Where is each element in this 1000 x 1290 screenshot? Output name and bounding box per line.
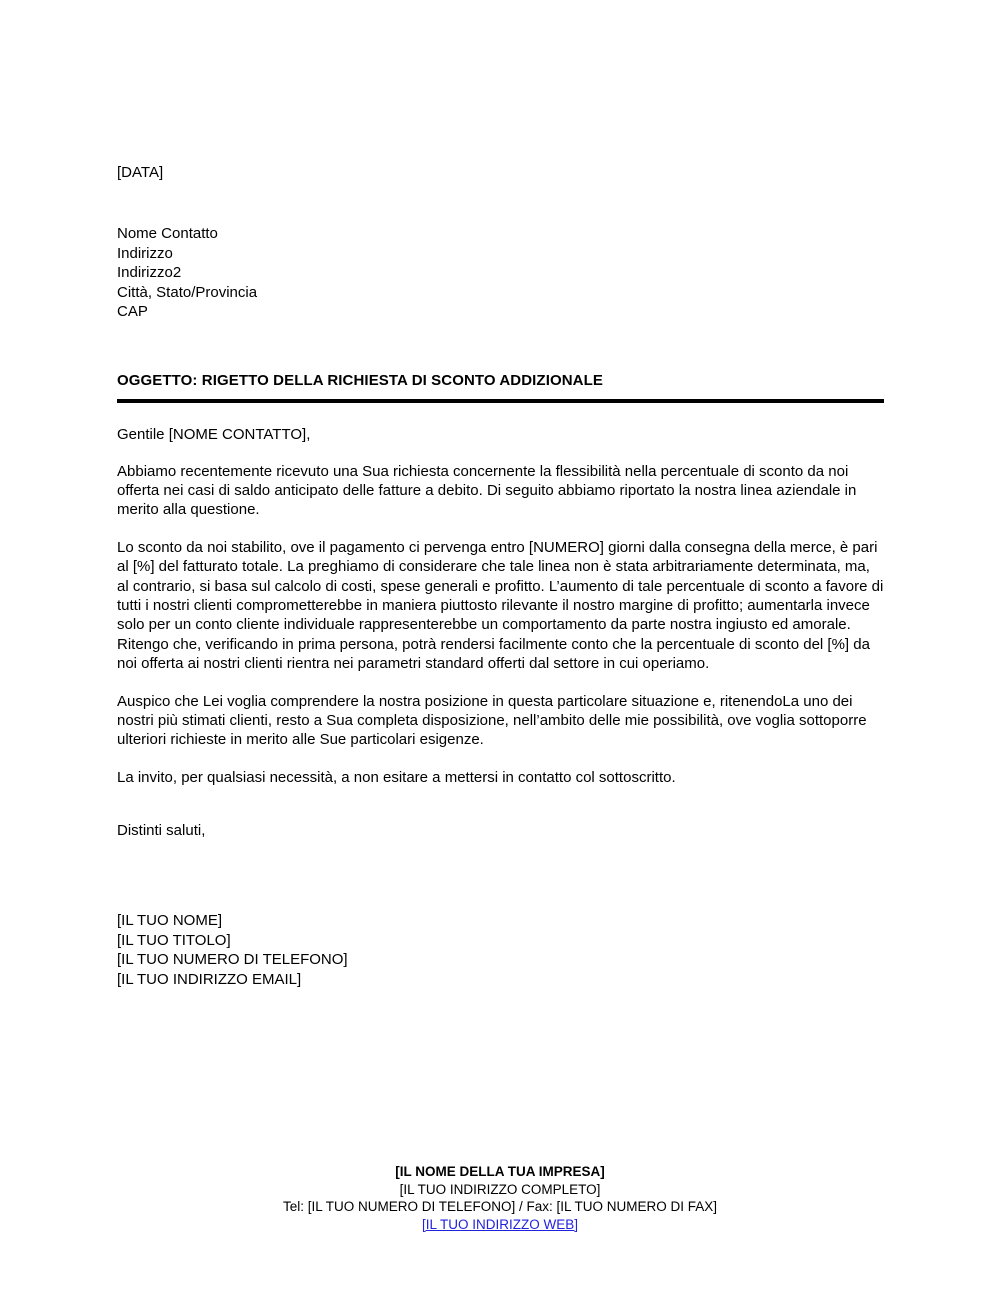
horizontal-rule [117, 399, 884, 403]
signature-block [117, 911, 884, 989]
signature-line: [IL TUO NOME] [117, 912, 223, 930]
closing-line: Distinti saluti, [117, 822, 206, 840]
footer-contact: Tel: [IL TUO NUMERO DI TELEFONO] / Fax: [IL TUO NUMERO DI FAX] [282, 1199, 718, 1214]
signature-line: [IL TUO TITOLO] [117, 931, 231, 949]
letter-body [117, 0, 884, 989]
footer-address: [IL TUO INDIRIZZO COMPLETO] [399, 1181, 601, 1197]
greeting-line: Gentile [NOME CONTATTO], [117, 425, 311, 443]
body-paragraph: Abbiamo recentemente ricevuto una Sua richiesta concernente la flessibilità nella percentuale di sconto da noi offerta nei casi di saldo anticipato delle fatture a debito. Di seguito abbiamo riportato la nostra linea aziendale in merito alla questione. [117, 462, 857, 519]
footer-company-name: [IL NOME DELLA TUA IMPRESA] [395, 1164, 605, 1179]
body-paragraph: Auspico che Lei voglia comprendere la nostra posizione in questa particolare situazione e, ritenendoLa uno dei nostri più stimati clienti, resto a Sua completa disposizione, nell’ambito delle mie possibilità, ove voglia sottoporre ulteriori richieste in merito alle Sue particolari esigenze. [117, 692, 867, 749]
footer-website-link[interactable]: [IL TUO INDIRIZZO WEB] [421, 1216, 578, 1232]
signature-line: [IL TUO NUMERO DI TELEFONO] [117, 951, 348, 969]
body-paragraph: Lo sconto da noi stabilito, ove il pagamento ci pervenga entro [NUMERO] giorni dalla consegna della merce, è pari al [%] del fatturato totale. La preghiamo di considerare che tale linea non è stata arbitrariamente determinata, ma, al contrario, si basa sul calcolo di costi, spese generali e profitto. L’aumento di tale percentuale di sconto a favore di tutti i nostri clienti comprometterebbe in maniera piuttosto rilevante il nostro margine di profitto; aumentarla invece solo per un conto cliente individuale rappresenterebbe un comportamento da parte nostra ingiusto ed amorale. Ritengo che, verificando in prima persona, potrà rendersi facilmente conto che la percentuale di sconto del [%] da noi offerta ai nostri clienti rientra nei parametri standard offerti dal settore in cui operiamo. [117, 538, 884, 673]
date-placeholder: [DATA] [117, 164, 164, 181]
page-footer [0, 1163, 1000, 1233]
recipient-line: Nome Contatto [117, 225, 218, 242]
recipient-line: Città, Stato/Provincia [117, 283, 258, 301]
recipient-line: CAP [117, 303, 148, 320]
recipient-address-block [117, 224, 884, 322]
recipient-line: Indirizzo2 [117, 264, 182, 281]
subject-line: OGGETTO: RIGETTO DELLA RICHIESTA DI SCONTO ADDIZIONALE [117, 371, 603, 389]
signature-line: [IL TUO INDIRIZZO EMAIL] [117, 970, 302, 988]
recipient-line: Indirizzo [117, 244, 173, 262]
body-paragraph: La invito, per qualsiasi necessità, a non esitare a mettersi in contatto col sottoscritto. [117, 768, 676, 786]
